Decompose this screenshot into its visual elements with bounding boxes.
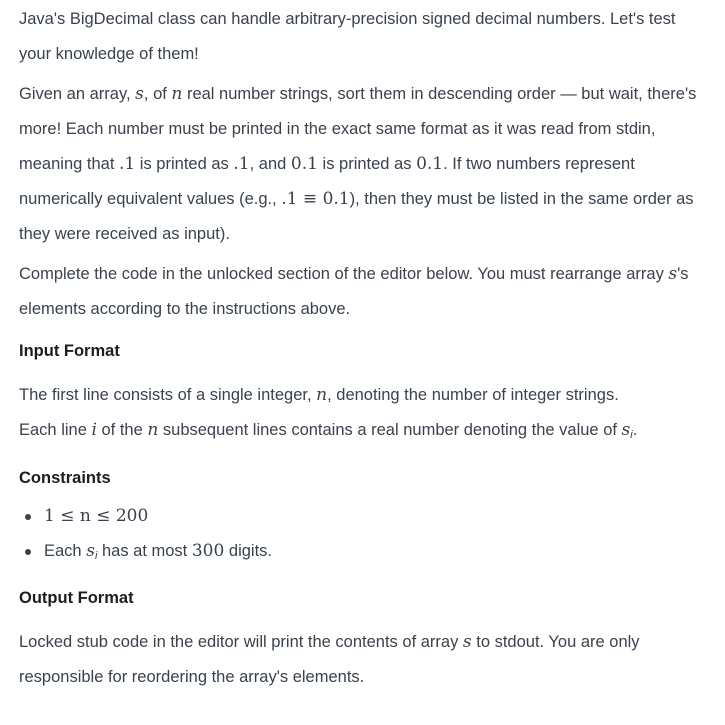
math-var-s: s	[621, 420, 631, 440]
output-format-heading: Output Format	[19, 589, 134, 607]
input-format-line-2	[19, 413, 700, 453]
math-value: .1	[233, 154, 250, 174]
text-segment: .	[632, 421, 638, 439]
math-var-n: n	[171, 84, 183, 104]
intro-paragraph-1: Java's BigDecimal class can handle arbitrary-precision signed decimal numbers. Let's test your knowledge of them!	[19, 10, 676, 63]
text-segment: , of	[143, 85, 172, 103]
text-segment: is printed as	[317, 155, 417, 173]
math-value: 0.1	[290, 154, 318, 174]
math-value: 300	[191, 541, 225, 561]
text-segment: , and	[249, 155, 291, 173]
math-value: 0.1	[416, 154, 444, 174]
constraint-item-2	[19, 534, 700, 574]
math-subscript-i: i	[630, 429, 633, 441]
input-format-heading: Input Format	[19, 342, 120, 360]
text-segment: Given an array,	[19, 85, 136, 103]
text-segment: , denoting the number of integer strings.	[327, 386, 619, 404]
constraint-item-1	[19, 499, 700, 534]
input-format-line-1	[19, 378, 700, 413]
text-segment: Locked stub code in the editor will print the contents of array	[19, 633, 463, 651]
text-segment: Each line	[19, 421, 92, 439]
constraints-list	[19, 499, 700, 574]
math-var-n: n	[316, 385, 328, 405]
math-var-s: s	[668, 264, 678, 284]
math-var-s: s	[135, 84, 144, 104]
intro-paragraph-2	[19, 77, 700, 252]
math-subscript-i: i	[94, 550, 98, 562]
math-equivalence: .1 ≡ 0.1	[281, 189, 350, 209]
intro-paragraph-3	[19, 257, 700, 327]
math-constraint: 1 ≤ n ≤ 200	[44, 506, 149, 526]
constraints-heading: Constraints	[19, 469, 111, 487]
text-segment: The first line consists of a single integer,	[19, 386, 317, 404]
text-segment: digits.	[224, 542, 272, 560]
text-segment: of the	[96, 421, 148, 439]
math-var-s: s	[86, 541, 95, 561]
text-segment: Complete the code in the unlocked section of the editor below. You must rearrange array	[19, 265, 669, 283]
text-segment: subsequent lines contains a real number denoting the value of	[158, 421, 622, 439]
text-segment: Each	[44, 542, 87, 560]
math-value: .1	[118, 154, 136, 174]
math-var-n: n	[147, 420, 159, 440]
problem-statement	[0, 2, 700, 695]
text-segment: . If two numbers represent numerically equivalent values (e.g.,	[19, 155, 635, 208]
math-var-s: s	[462, 632, 472, 652]
text-segment: real number strings, sort them in descending order — but wait, there's more! Each number must be printed in the exact same format as it was read from stdin, meaning that	[19, 85, 697, 173]
output-format-paragraph	[19, 625, 700, 695]
text-segment: ), then they must be listed in the same order as they were received as input).	[19, 190, 694, 243]
text-segment: 's elements according to the instructions above.	[19, 265, 689, 318]
text-segment: is printed as	[135, 155, 234, 173]
text-segment: has at most	[97, 542, 192, 560]
math-var-i: i	[91, 420, 97, 440]
text-segment: to stdout. You are only responsible for reordering the array's elements.	[19, 633, 640, 686]
